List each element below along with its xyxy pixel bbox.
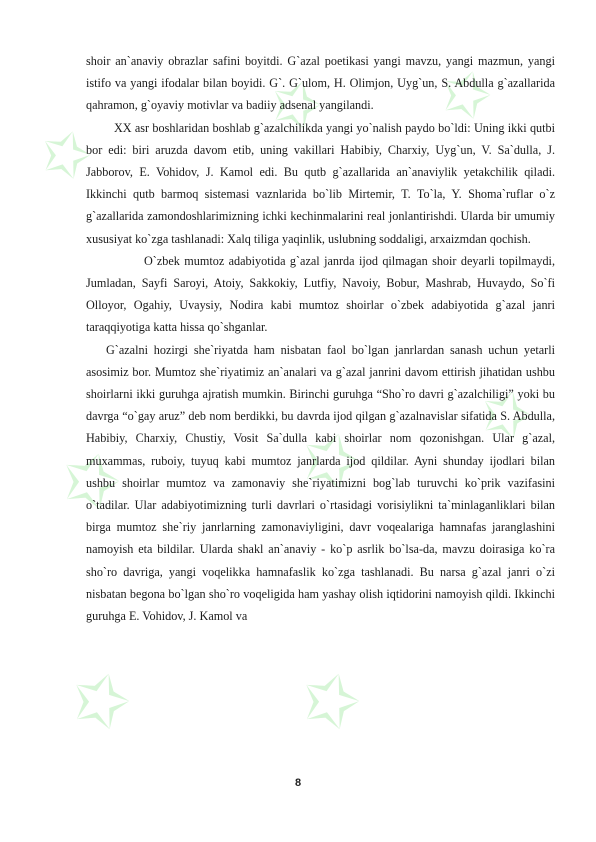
watermark-mark: ✩ (22, 114, 107, 195)
watermark-mark: ✩ (462, 374, 547, 455)
document-body (86, 50, 555, 627)
watermark-mark: ✩ (40, 434, 139, 528)
watermark-mark: ✩ (280, 654, 379, 748)
paragraph: shoir an`anaviy obrazlar safini boyitdi. G`azal poetikasi yangi mavzu, yangi mazmun, yangi istifo va yangi ifodalar bilan boyidi. G`. G`ulom, H. Olimjon, Uyg`un, S. Abdulla g`azallarida qahramon, g`oyaviy motivlar va badiiy adsenal yangilandi. (86, 54, 555, 113)
watermark-mark: ✩ (422, 54, 507, 135)
watermark-mark: ✩ (50, 654, 149, 748)
paragraph: O`zbek mumtoz adabiyotida g`azal janrda ijod qilmagan shoir deyarli topilmaydi, Jumladan, Sayfi Saroyi, Atoiy, Sakkokiy, Lutfiy, Navoiy, Bobur, Mashrab, Huvaydo, So`fi Olloyor, Ogahiy, Uvaysiy, Nodira kabi mumtoz shoirlar o`zbek adabiyotida g`azal janri taraqqiyotiga katta hissa qo`shganlar. (86, 253, 555, 335)
watermark-mark: ✩ (280, 414, 379, 508)
paragraph: G`azalni hozirgi she`riyatda ham nisbatan faol bo`lgan janrlardan sanash uchun yetarli asosimiz bor. Mumtoz she`riyatimiz an`analari va g`azal janrini davom ettirish jihatidan ushbu shoirlarni ikki guruhga ajratish mumkin. Birinchi guruhga “Sho`ro davri g`azalchiligi” yoki bu davrga “o`gay aruz” deb nom berdikki, bu davrda ijod qilgan g`azalnavislar sifatida S. Abdulla, Habibiy, Charxiy, Chustiy, Vosit Sa`dulla kabi shoirlar nom qozonishgan. Ular g`azal, muxammas, ruboiy, tuyuq kabi mumtoz janrlarda ijod qildilar. Ayni shunday ijodlari bilan ushbu shoirlar mumtoz va zamonaviy she`riyatimizni bog`lab turuvchi ko`prik vazifasini o`tadilar. Ular adabiyotimizning turli davrlari o`rtasidagi vorisiylikni ta`minlaganliklari bilan birga mumtoz she`riy janrlarning zamonaviyligini, davr voqealariga hamnafas jaranglashini namoyish eta bildilar. Ularda shakl an`anaviy - ko`p asrlik bo`lsa-da, mavzu doirasiga ko`ra sho`ro davriga, yangi voqelikka hamnafaslik ko`zga tashlanadi. Bu narsa g`azal janri o`zi nisbatan begona bo`lgan sho`ro voqeligida ham yashay olish iqtidorini namoyish qildi. Ikkinchi guruhga E. Vohidov, J. Kamol va (86, 342, 555, 624)
watermark-mark: ✩ (252, 64, 337, 145)
paragraph: XX asr boshlaridan boshlab g`azalchilikda yangi yo`nalish paydo bo`ldi: Uning ikki qutbi bor edi: biri aruzda davom etib, uning vakillari Habibiy, Charxiy, Uyg`un, V. Sa`dulla, J. Jabborov, E. Vohidov, J. Kamol edi. Bu qutb g`azallarida an`anaviylik yetakchilik qiladi. Ikkinchi qutb barmoq sistemasi vaznlarida bo`lib Mirtemir, T. To`la, Y. Shoma`ruflar o`z g`azallarida zamondoshlarimizning ichki kechinmalarini real jonlantirishdi. Ularda bir umumiy xususiyat ko`zga tashlanadi: Xalq tiliga yaqinlik, uslubning soddaligi, arxaizmdan qochish. (86, 120, 555, 246)
page-number: 8 (294, 777, 302, 789)
